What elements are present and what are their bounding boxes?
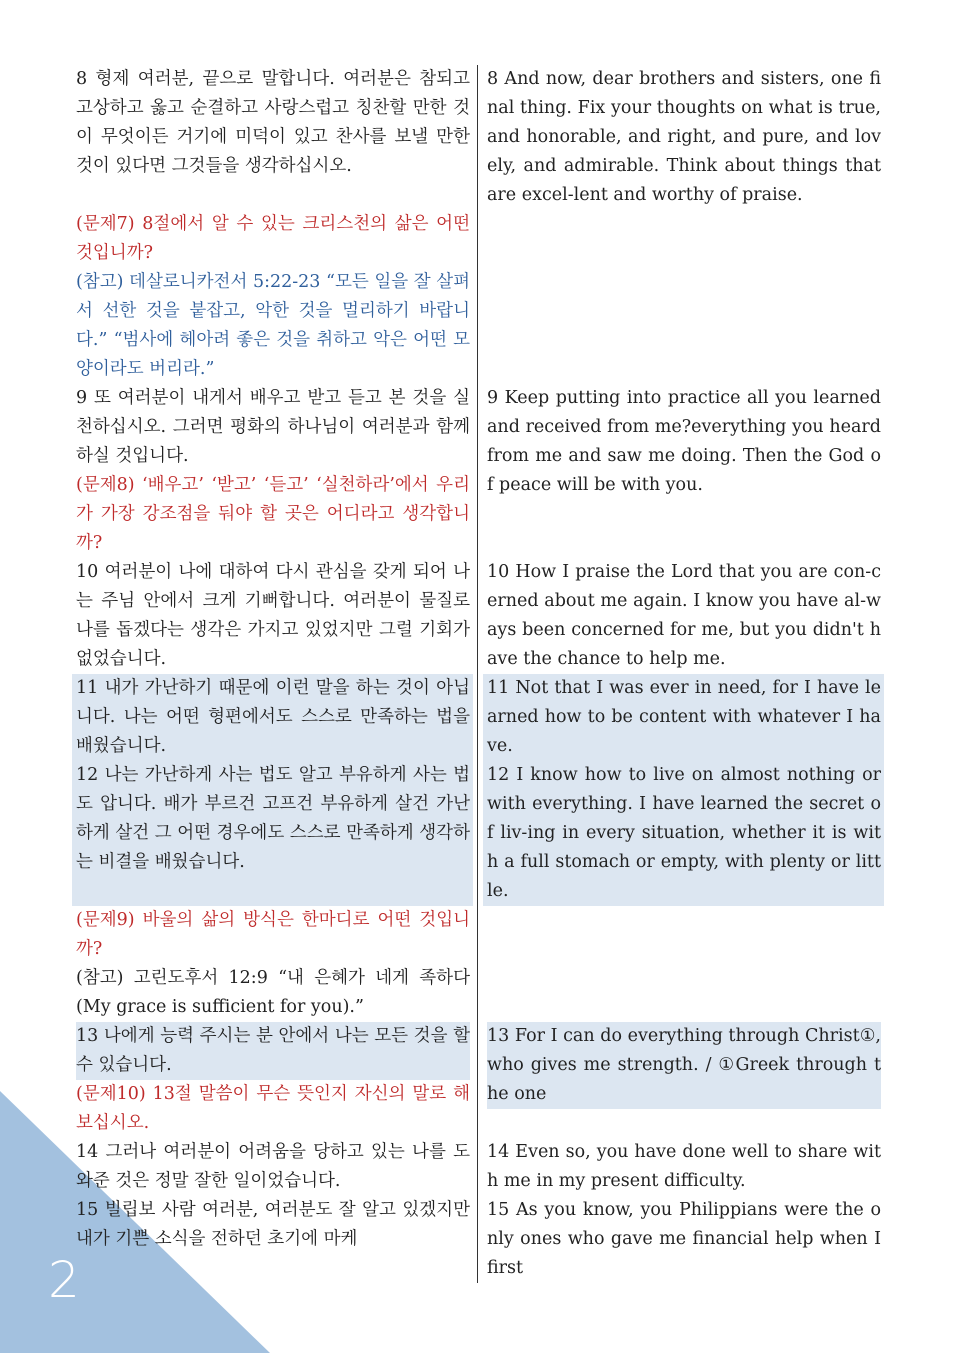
verse-row-9 [72, 384, 884, 558]
english-verse-8: 8 And now, dear brothers and sisters, one final thing. Fix your thoughts on what is true, and honorable, and right, and pure, and lovely, and admirable. Think about things that are excel-lent and worthy of praise. [487, 69, 881, 205]
empty-cell [483, 906, 884, 1022]
english-verse-13: 13 For I can do everything through Christ①, who gives me strength. / ①Greek through the one [487, 1022, 881, 1109]
korean-cell-13 [72, 1022, 473, 1138]
question-row-7 [72, 210, 884, 268]
korean-verse-14: 14 그러나 여러분이 어려움을 당하고 있는 나를 도와준 것은 정말 잘한 일이었습니다. [76, 1142, 470, 1191]
korean-cell-11-12 [72, 674, 473, 906]
question-row-9 [72, 906, 884, 1022]
korean-cell-q9 [72, 906, 473, 1022]
empty-cell [483, 210, 884, 268]
english-verse-10: 10 How I praise the Lord that you are con-cerned about me again. I know you have al-ways been concerned for me, but you didn't have the chance to help me. [487, 562, 881, 669]
verse-row-14 [72, 1138, 884, 1196]
reference-row-1 [72, 268, 884, 384]
page-number: 2 [48, 1251, 80, 1309]
korean-verse-15: 15 빌립보 사람 여러분, 여러분도 잘 알고 있겠지만 내가 기쁜 소식을 전하던 초기에 마케 [76, 1200, 470, 1249]
korean-cell-9 [72, 384, 473, 558]
english-verse-15: 15 As you know, you Philippians were the only ones who gave me financial help when I first [487, 1200, 881, 1278]
korean-verse-10: 10 여러분이 나에 대하여 다시 관심을 갖게 되어 나는 주님 안에서 크게 기뻐합니다. 여러분이 물질로 나를 돕겠다는 생각은 가지고 있었지만 그럴 기회가 없었습니다. [76, 562, 470, 669]
question-8: (문제8) ‘배우고’ ‘받고’ ‘듣고’ ‘실천하라’에서 우리가 가장 강조점을 둬야 할 곳은 어디라고 생각합니까? [76, 475, 470, 553]
verse-row-8 [72, 65, 884, 210]
korean-verse-13: 13 나에게 능력 주시는 분 안에서 나는 모든 것을 할 수 있습니다. [76, 1022, 470, 1080]
english-verse-14: 14 Even so, you have done well to share with me in my present difficulty. [487, 1142, 881, 1191]
verse-row-10 [72, 558, 884, 674]
reference-corinthians: (참고) 고린도후서 12:9 “내 은혜가 네게 족하다 (My grace is sufficient for you).” [76, 968, 470, 1017]
verse-row-13 [72, 1022, 884, 1138]
korean-verse-11: 11 내가 가난하기 때문에 이런 말을 하는 것이 아닙니다. 나는 어떤 형편에서도 스스로 만족하는 법을 배웠습니다. [76, 678, 470, 756]
verse-row-11-12 [72, 674, 884, 906]
empty-cell [483, 268, 884, 384]
english-verse-12: 12 I know how to live on almost nothing or with everything. I have learned the secret of liv-ing in every situation, whether it is with a full stomach or empty, with plenty or little. [487, 765, 881, 901]
english-verse-11: 11 Not that I was ever in need, for I have learned how to be content with whatever I have. [487, 678, 881, 756]
question-10: (문제10) 13절 말씀이 무슨 뜻인지 자신의 말로 해 보십시오. [76, 1084, 470, 1133]
reference-thessalonians: (참고) 데살로니카전서 5:22-23 “모든 일을 잘 살펴서 선한 것을 붙잡고, 악한 것을 멀리하기 바랍니다.” “범사에 헤아려 좋은 것을 취하고 악은 어떤 모양이라도 버리라.” [76, 272, 470, 379]
question-9: (문제9) 바울의 삶의 방식은 한마디로 어떤 것입니까? [76, 910, 470, 959]
english-cell-11-12 [483, 674, 884, 906]
verse-row-15 [72, 1196, 884, 1283]
korean-verse-9: 9 또 여러분이 내게서 배우고 받고 듣고 본 것을 실천하십시오. 그러면 평화의 하나님이 여러분과 함께하실 것입니다. [76, 388, 470, 466]
korean-verse-8: 8 형제 여러분, 끝으로 말합니다. 여러분은 참되고 고상하고 옳고 순결하고 사랑스럽고 칭찬할 만한 것이 무엇이든 거기에 미덕이 있고 찬사를 보낼 만한 것이 있다면 그것들을 생각하십시오. [76, 69, 470, 176]
column-divider [477, 65, 478, 1283]
english-cell-13 [483, 1022, 884, 1138]
english-verse-9: 9 Keep putting into practice all you learned and received from me?everything you heard from me and saw me doing. Then the God of peace will be with you. [487, 388, 881, 495]
question-7: (문제7) 8절에서 알 수 있는 크리스천의 삶은 어떤 것입니까? [76, 214, 470, 263]
korean-verse-12: 12 나는 가난하게 사는 법도 알고 부유하게 사는 법도 압니다. 배가 부르건 고프건 부유하게 살건 가난하게 살건 그 어떤 경우에도 스스로 만족하게 생각하는 비결을 배웠습니다. [76, 765, 470, 872]
bilingual-text-table [72, 65, 884, 1283]
